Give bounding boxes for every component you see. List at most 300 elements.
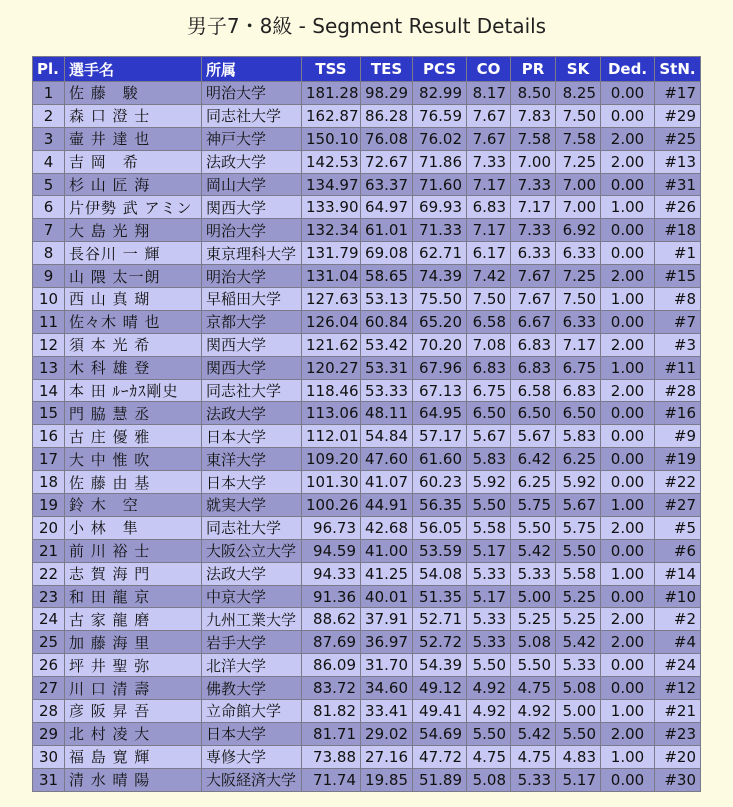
skater-name-link[interactable]: 北 村 凌 大 [65,722,202,745]
table-row [33,196,701,219]
tss-cell: 134.97 [302,173,361,196]
sk-cell: 5.92 [556,471,601,494]
sk-cell: 7.50 [556,104,601,127]
club-cell: 岡山大学 [202,173,302,196]
place-cell: 9 [33,265,65,288]
co-cell: 4.92 [467,677,511,700]
skater-name-link[interactable]: 杉 山 匠 海 [65,173,202,196]
pcs-cell: 71.33 [413,219,467,242]
club-cell: 大阪経済大学 [202,768,302,791]
place-cell: 17 [33,448,65,471]
pr-cell: 6.83 [511,356,556,379]
tes-cell: 47.60 [361,448,413,471]
tes-cell: 53.13 [361,288,413,311]
sk-cell: 7.25 [556,265,601,288]
pcs-cell: 76.02 [413,127,467,150]
pcs-cell: 56.35 [413,494,467,517]
skater-name-link[interactable]: 木 科 雄 登 [65,356,202,379]
deductions-cell: 0.00 [601,242,655,265]
co-cell: 7.33 [467,150,511,173]
page-title: 男子7・8級 - Segment Result Details [186,14,547,38]
place-cell: 19 [33,494,65,517]
table-row [33,448,701,471]
pr-cell: 4.75 [511,745,556,768]
start-number-cell: #20 [655,745,701,768]
skater-name-link[interactable]: 大 島 光 翔 [65,219,202,242]
skater-name-link[interactable]: 西 山 真 瑚 [65,288,202,311]
co-cell: 6.83 [467,196,511,219]
tss-cell: 126.04 [302,310,361,333]
sk-cell: 7.25 [556,150,601,173]
place-cell: 5 [33,173,65,196]
deductions-cell: 2.00 [601,516,655,539]
sk-cell: 6.92 [556,219,601,242]
co-cell: 5.83 [467,448,511,471]
tes-cell: 41.25 [361,562,413,585]
club-cell: 東洋大学 [202,448,302,471]
pr-cell: 7.17 [511,196,556,219]
tss-cell: 150.10 [302,127,361,150]
tss-cell: 71.74 [302,768,361,791]
start-number-cell: #12 [655,677,701,700]
deductions-cell: 2.00 [601,379,655,402]
co-cell: 5.50 [467,494,511,517]
start-number-cell: #31 [655,173,701,196]
place-cell: 6 [33,196,65,219]
tes-cell: 64.97 [361,196,413,219]
start-number-cell: #28 [655,379,701,402]
table-row [33,219,701,242]
tes-cell: 44.91 [361,494,413,517]
club-cell: 佛教大学 [202,677,302,700]
tes-cell: 31.70 [361,654,413,677]
skater-name-link[interactable]: 彦 阪 昇 吾 [65,700,202,723]
place-cell: 3 [33,127,65,150]
place-cell: 12 [33,333,65,356]
pr-cell: 4.92 [511,700,556,723]
tss-cell: 83.72 [302,677,361,700]
tes-cell: 34.60 [361,677,413,700]
deductions-cell: 0.00 [601,82,655,105]
sk-cell: 5.83 [556,425,601,448]
start-number-cell: #3 [655,333,701,356]
place-cell: 14 [33,379,65,402]
co-cell: 7.08 [467,333,511,356]
co-cell: 5.33 [467,562,511,585]
skater-name-link[interactable]: 鈴 木 空 [65,494,202,517]
pcs-cell: 62.71 [413,242,467,265]
start-number-cell: #6 [655,539,701,562]
sk-cell: 5.33 [556,654,601,677]
co-cell: 4.75 [467,745,511,768]
co-cell: 5.33 [467,631,511,654]
place-cell: 30 [33,745,65,768]
tes-cell: 19.85 [361,768,413,791]
tss-cell: 142.53 [302,150,361,173]
pcs-cell: 51.35 [413,585,467,608]
club-cell: 京都大学 [202,310,302,333]
club-cell: 中京大学 [202,585,302,608]
tss-cell: 131.04 [302,265,361,288]
co-cell: 6.58 [467,310,511,333]
sk-cell: 7.00 [556,196,601,219]
sk-cell: 7.50 [556,288,601,311]
deductions-cell: 0.00 [601,654,655,677]
place-cell: 13 [33,356,65,379]
pcs-cell: 60.23 [413,471,467,494]
club-cell: 同志社大学 [202,379,302,402]
co-cell: 5.50 [467,722,511,745]
header-pcs[interactable]: PCS [413,57,467,82]
co-cell: 7.17 [467,219,511,242]
deductions-cell: 0.00 [601,585,655,608]
co-cell: 5.33 [467,608,511,631]
tes-cell: 54.84 [361,425,413,448]
tss-cell: 133.90 [302,196,361,219]
pr-cell: 5.08 [511,631,556,654]
co-cell: 7.67 [467,104,511,127]
skater-name-link[interactable]: 古 家 龍 磨 [65,608,202,631]
tss-cell: 96.73 [302,516,361,539]
deductions-cell: 2.00 [601,722,655,745]
start-number-cell: #23 [655,722,701,745]
header-deductions[interactable]: Ded. [601,57,655,82]
sk-cell: 6.50 [556,402,601,425]
sk-cell: 6.33 [556,310,601,333]
tes-cell: 33.41 [361,700,413,723]
start-number-cell: #25 [655,127,701,150]
tes-cell: 69.08 [361,242,413,265]
place-cell: 22 [33,562,65,585]
pcs-cell: 82.99 [413,82,467,105]
place-cell: 23 [33,585,65,608]
co-cell: 5.50 [467,654,511,677]
tss-cell: 162.87 [302,104,361,127]
skater-name-link[interactable]: 大 中 惟 吹 [65,448,202,471]
tss-cell: 94.59 [302,539,361,562]
club-cell: 日本大学 [202,722,302,745]
co-cell: 7.42 [467,265,511,288]
header-place[interactable]: Pl. [33,57,65,82]
pcs-cell: 49.41 [413,700,467,723]
pcs-cell: 67.13 [413,379,467,402]
skater-name-link[interactable]: 清 水 晴 陽 [65,768,202,791]
place-cell: 15 [33,402,65,425]
deductions-cell: 0.00 [601,425,655,448]
table-row [33,768,701,791]
skater-name-link[interactable]: 加 藤 海 里 [65,631,202,654]
sk-cell: 5.17 [556,768,601,791]
co-cell: 5.08 [467,768,511,791]
club-cell: 関西大学 [202,196,302,219]
start-number-cell: #10 [655,585,701,608]
table-header-row [33,57,701,82]
skater-name-link[interactable]: 福 島 寛 輝 [65,745,202,768]
deductions-cell: 0.00 [601,677,655,700]
deductions-cell: 1.00 [601,745,655,768]
sk-cell: 5.67 [556,494,601,517]
start-number-cell: #16 [655,402,701,425]
table-row [33,745,701,768]
table-row [33,265,701,288]
pr-cell: 5.75 [511,494,556,517]
tes-cell: 53.33 [361,379,413,402]
pcs-cell: 49.12 [413,677,467,700]
table-row [33,356,701,379]
skater-name-link[interactable]: 森 口 澄 士 [65,104,202,127]
club-cell: 明治大学 [202,265,302,288]
club-cell: 就実大学 [202,494,302,517]
table-row [33,608,701,631]
table-row [33,150,701,173]
tes-cell: 63.37 [361,173,413,196]
tss-cell: 101.30 [302,471,361,494]
deductions-cell: 0.00 [601,219,655,242]
pcs-cell: 61.60 [413,448,467,471]
skater-name-link[interactable]: 小 林 隼 [65,516,202,539]
table-row [33,562,701,585]
co-cell: 6.83 [467,356,511,379]
club-cell: 早稲田大学 [202,288,302,311]
place-cell: 1 [33,82,65,105]
deductions-cell: 2.00 [601,150,655,173]
results-body [33,82,701,792]
table-row [33,585,701,608]
start-number-cell: #18 [655,219,701,242]
pr-cell: 5.42 [511,539,556,562]
pr-cell: 7.33 [511,219,556,242]
deductions-cell: 1.00 [601,288,655,311]
pr-cell: 6.25 [511,471,556,494]
deductions-cell: 1.00 [601,196,655,219]
tss-cell: 120.27 [302,356,361,379]
pcs-cell: 52.72 [413,631,467,654]
tes-cell: 42.68 [361,516,413,539]
table-row [33,104,701,127]
header-tss[interactable]: TSS [302,57,361,82]
skater-name-link[interactable]: 門 脇 慧 丞 [65,402,202,425]
sk-cell: 7.58 [556,127,601,150]
place-cell: 31 [33,768,65,791]
table-row [33,242,701,265]
deductions-cell: 2.00 [601,333,655,356]
club-cell: 日本大学 [202,471,302,494]
sk-cell: 6.33 [556,242,601,265]
co-cell: 7.17 [467,173,511,196]
place-cell: 21 [33,539,65,562]
place-cell: 7 [33,219,65,242]
table-row [33,516,701,539]
skater-name-link[interactable]: 山 隈 太一朗 [65,265,202,288]
club-cell: 関西大学 [202,333,302,356]
tes-cell: 29.02 [361,722,413,745]
table-row [33,631,701,654]
club-cell: 神戸大学 [202,127,302,150]
club-cell: 関西大学 [202,356,302,379]
pr-cell: 6.67 [511,310,556,333]
pr-cell: 8.50 [511,82,556,105]
tss-cell: 118.46 [302,379,361,402]
deductions-cell: 2.00 [601,265,655,288]
club-cell: 同志社大学 [202,104,302,127]
tss-cell: 88.62 [302,608,361,631]
header-club[interactable]: 所属 [202,57,302,82]
deductions-cell: 1.00 [601,562,655,585]
club-cell: 法政大学 [202,150,302,173]
tss-cell: 94.33 [302,562,361,585]
table-row [33,82,701,105]
skater-name-link[interactable]: 坪 井 聖 弥 [65,654,202,677]
header-sk[interactable]: SK [556,57,601,82]
pr-cell: 5.33 [511,768,556,791]
start-number-cell: #9 [655,425,701,448]
tes-cell: 98.29 [361,82,413,105]
place-cell: 20 [33,516,65,539]
pr-cell: 6.83 [511,333,556,356]
pr-cell: 7.00 [511,150,556,173]
tes-cell: 58.65 [361,265,413,288]
skater-name-link[interactable]: 壷 井 達 也 [65,127,202,150]
tes-cell: 72.67 [361,150,413,173]
sk-cell: 5.00 [556,700,601,723]
pr-cell: 5.25 [511,608,556,631]
tss-cell: 112.01 [302,425,361,448]
tss-cell: 113.06 [302,402,361,425]
pcs-cell: 51.89 [413,768,467,791]
pr-cell: 5.42 [511,722,556,745]
skater-name-link[interactable]: 佐 藤 由 基 [65,471,202,494]
start-number-cell: #13 [655,150,701,173]
start-number-cell: #29 [655,104,701,127]
tss-cell: 73.88 [302,745,361,768]
skater-name-link[interactable]: 志 賀 海 門 [65,562,202,585]
club-cell: 法政大学 [202,562,302,585]
deductions-cell: 0.00 [601,448,655,471]
skater-name-link[interactable]: 片伊勢 武 アミン [65,196,202,219]
club-cell: 日本大学 [202,425,302,448]
header-start-number[interactable]: StN. [655,57,701,82]
tss-cell: 87.69 [302,631,361,654]
pr-cell: 7.67 [511,265,556,288]
tss-cell: 100.26 [302,494,361,517]
skater-name-link[interactable]: 和 田 龍 京 [65,585,202,608]
place-cell: 11 [33,310,65,333]
header-skater-name[interactable]: 選手名 [65,57,202,82]
skater-name-link[interactable]: 長谷川 一 輝 [65,242,202,265]
pr-cell: 6.58 [511,379,556,402]
skater-name-link[interactable]: 佐々木 晴 也 [65,310,202,333]
co-cell: 7.67 [467,127,511,150]
sk-cell: 8.25 [556,82,601,105]
tes-cell: 41.07 [361,471,413,494]
club-cell: 大阪公立大学 [202,539,302,562]
pcs-cell: 69.93 [413,196,467,219]
pcs-cell: 74.39 [413,265,467,288]
pcs-cell: 64.95 [413,402,467,425]
table-row [33,288,701,311]
co-cell: 5.67 [467,425,511,448]
skater-name-link[interactable]: 本 田 ﾙｰｶｽ剛史 [65,379,202,402]
table-row [33,654,701,677]
co-cell: 5.58 [467,516,511,539]
table-row [33,700,701,723]
pr-cell: 6.33 [511,242,556,265]
pcs-cell: 54.39 [413,654,467,677]
co-cell: 4.92 [467,700,511,723]
club-cell: 明治大学 [202,82,302,105]
deductions-cell: 1.00 [601,700,655,723]
tes-cell: 53.31 [361,356,413,379]
header-tes[interactable]: TES [361,57,413,82]
table-row [33,425,701,448]
tss-cell: 127.63 [302,288,361,311]
start-number-cell: #7 [655,310,701,333]
co-cell: 7.50 [467,288,511,311]
pcs-cell: 71.86 [413,150,467,173]
place-cell: 4 [33,150,65,173]
deductions-cell: 0.00 [601,402,655,425]
table-row [33,494,701,517]
start-number-cell: #22 [655,471,701,494]
tes-cell: 40.01 [361,585,413,608]
pcs-cell: 71.60 [413,173,467,196]
skater-name-link[interactable]: 佐 藤 駿 [65,82,202,105]
header-co[interactable]: CO [467,57,511,82]
skater-name-link[interactable]: 川 口 清 壽 [65,677,202,700]
pcs-cell: 65.20 [413,310,467,333]
pcs-cell: 47.72 [413,745,467,768]
header-pr[interactable]: PR [511,57,556,82]
place-cell: 29 [33,722,65,745]
place-cell: 10 [33,288,65,311]
pcs-cell: 75.50 [413,288,467,311]
club-cell: 立命館大学 [202,700,302,723]
co-cell: 6.17 [467,242,511,265]
start-number-cell: #27 [655,494,701,517]
pcs-cell: 53.59 [413,539,467,562]
skater-name-link[interactable]: 古 庄 優 雅 [65,425,202,448]
pcs-cell: 52.71 [413,608,467,631]
tss-cell: 109.20 [302,448,361,471]
tss-cell: 132.34 [302,219,361,242]
start-number-cell: #5 [655,516,701,539]
tes-cell: 61.01 [361,219,413,242]
start-number-cell: #26 [655,196,701,219]
skater-name-link[interactable]: 前 川 裕 士 [65,539,202,562]
deductions-cell: 0.00 [601,173,655,196]
tes-cell: 86.28 [361,104,413,127]
tss-cell: 81.71 [302,722,361,745]
deductions-cell: 0.00 [601,471,655,494]
start-number-cell: #24 [655,654,701,677]
sk-cell: 6.75 [556,356,601,379]
pcs-cell: 70.20 [413,333,467,356]
place-cell: 2 [33,104,65,127]
start-number-cell: #11 [655,356,701,379]
sk-cell: 5.50 [556,722,601,745]
co-cell: 6.50 [467,402,511,425]
sk-cell: 7.17 [556,333,601,356]
start-number-cell: #21 [655,700,701,723]
sk-cell: 5.50 [556,539,601,562]
skater-name-link[interactable]: 須 本 光 希 [65,333,202,356]
place-cell: 18 [33,471,65,494]
deductions-cell: 0.00 [601,104,655,127]
tes-cell: 53.42 [361,333,413,356]
start-number-cell: #30 [655,768,701,791]
tss-cell: 91.36 [302,585,361,608]
skater-name-link[interactable]: 吉 岡 希 [65,150,202,173]
